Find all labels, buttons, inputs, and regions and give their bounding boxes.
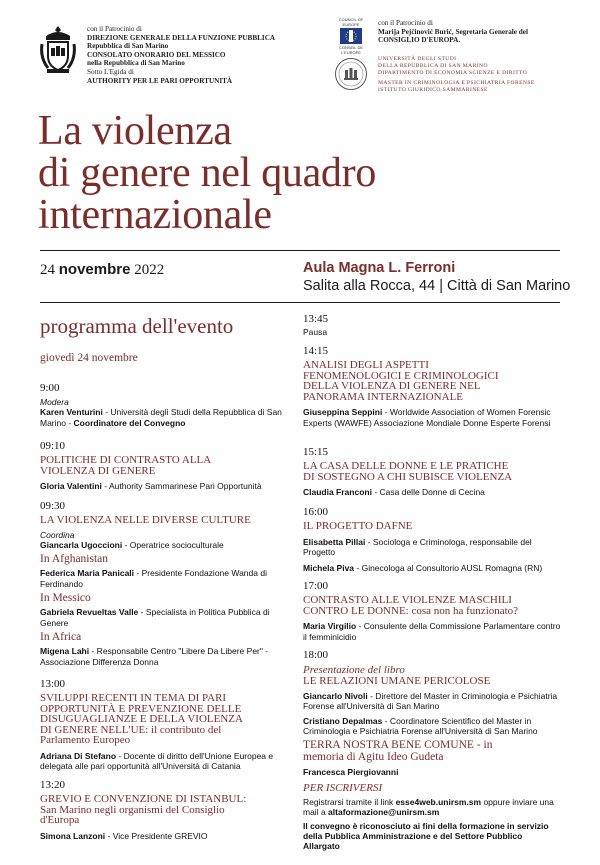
session-title-line [303,606,561,617]
speaker-affiliation: - Responsabile Centro "Libere Da Libere Per" - Associazione Differenza Donna [40,646,269,667]
book-title [303,739,561,763]
session-time: 9:00 [40,382,60,394]
session-time: 09:10 [40,440,66,452]
session-title-line: San Marino negli organismi del Consiglio [40,803,225,816]
coe-top-label: COUNCIL OF EUROPE [338,17,364,27]
session-title-line: POLITICHE DI CONTRASTO ALLA [40,454,212,466]
session-title-line: CONTRASTO ALLE VIOLENZE MASCHILI [303,594,512,606]
session-title-line: DISUGUAGLIANZE E DELLA VIOLENZA [40,713,243,725]
patron-name: CONSOLATO ONORARIO DEL MESSICO [87,50,226,59]
speaker-affiliation: - Specialista in Politica Pubblica di Genere [40,607,270,628]
speaker-affiliation: - Università degli Studi della Repubblica di San Marino - [40,407,282,428]
venue-name: Aula Magna L. Ferroni [303,260,456,276]
patron-subtitle: Repubblica di San Marino [87,42,169,51]
patronage-label: con il Patrocinio di [378,19,433,27]
session-1800 [303,649,561,777]
book-title: LE RELAZIONI UMANE PERICOLOSE [303,675,491,687]
session-title: LA VIOLENZA NELLE DIVERSE CULTURE [40,514,251,526]
patron-name: CONSIGLIO D'EUROPA. [378,36,461,45]
aegis-label: Sotto L'Egida di [87,67,134,76]
session-title [303,595,561,616]
speaker-affiliation: - Worldwide Association of Women Forensic Experts (WAWFE) Associazione Mondiale Donne Esperte Forensi [303,407,551,428]
speaker-affiliation: - Authority Sammarinese Pari Opportunità [101,481,262,491]
speaker [303,563,561,574]
speaker-affiliation: - Vice Presidente GREVIO [105,830,208,841]
divider [40,250,560,251]
signup-section [303,782,561,851]
session-time: 13:20 [40,779,66,791]
speaker-name: Claudia Franconi [303,487,372,497]
session-1515 [303,446,561,498]
subsection-title: In Afghanistan [40,553,109,565]
divider [40,302,560,303]
speaker [303,407,561,428]
session-title-line: LA CASA DELLE DONNE E LE PRATICHE [303,460,509,472]
speaker-name: Gloria Valentini [40,481,102,491]
session-title-part: CONTRO LE DONNE: [303,604,409,617]
speaker-role: Coordinatore del Convegno [73,417,186,428]
session-1415 [303,345,561,428]
book-title-part: TERRA NOSTRA BENE COMUNE [303,738,474,751]
speaker [303,487,561,498]
session-title-line: PANORAMA INTERNAZIONALE [303,390,464,403]
speaker [40,407,295,428]
session-title [303,461,561,482]
speaker-affiliation: - Direttore del Master in Criminologia e Psichiatria Forense all'Università di San Marino [303,690,558,711]
session-title [40,794,295,826]
subsection-title: In Africa [40,631,82,643]
session-1300 [40,678,295,772]
council-of-europe-logo [332,17,370,55]
speaker-affiliation: - Ginecologa al Consultorio AUSL Romagna (RN) [354,562,543,573]
uni-name: UNIVERSITÀ DEGLI STUDI [378,56,457,62]
signup-link[interactable]: esse4web.unirsm.sm [395,797,482,807]
speaker [40,540,295,551]
title-line: internazionale [38,192,272,238]
speaker [40,568,295,589]
session-title-line: ANALISI DEGLI ASPETTI [303,359,429,371]
session-title-line: GREVIO E CONVENZIONE DI ISTANBUL: [40,793,247,805]
session-title [40,455,295,476]
speaker-name: Federica Maria Panicali [40,568,135,578]
speaker-affiliation: - Consulente della Commissione Parlamentare contro il femminicidio [303,621,561,642]
signup-email-link[interactable]: altaformazione@unirsm.sm [328,807,440,817]
title-line: La violenza [38,108,232,154]
session-time: 17:00 [303,580,329,592]
session-time: 09:30 [40,500,66,512]
speaker [303,691,561,712]
session-0900 [40,382,295,428]
speaker [40,481,295,492]
session-0910 [40,440,295,492]
session-title-part: il contributo del [148,723,222,736]
event-date [40,261,164,279]
speaker-affiliation: - Presidente Fondazione Wanda di Ferdinando [40,568,267,589]
session-title-part: DI GENERE NELL'UE: [40,723,149,736]
book-presentation-label: Presentazione del libro [303,664,405,676]
session-title-line: FENOMENOLOGICI E CRIMINOLOGICI [303,369,499,382]
training-note: Il convegno è riconosciuto ai fini della formazione in servizio della Pubblica Amministrazione e del Settore Pubblico Allargato [303,821,549,851]
speaker [40,607,295,628]
patron-name: Marija Pejčinović Burić, Segretaria Generale del [378,27,528,36]
speaker [303,537,561,558]
speaker-name: Cristiano Depalmas [303,715,383,726]
title-line: di genere nel quadro [38,150,377,196]
speaker [40,751,295,772]
speaker [303,716,561,737]
speaker-affiliation: - Casa delle Donne di Cecina [371,487,485,497]
subsection-title: In Messico [40,592,91,604]
session-time: 18:00 [303,649,329,661]
date-day: 24 [40,262,55,278]
speaker-affiliation: - Coordinatore Scientifico del Master in Criminologia e Psichiatria Forense all'Università di San Marino [303,715,538,736]
signup-text [303,797,561,817]
book-title-part: - in [473,738,493,751]
university-text [378,56,588,94]
session-title [40,693,295,746]
patron-name: AUTHORITY PER LE PARI OPPORTUNITÀ [87,76,233,85]
book-title-line [303,739,561,751]
header-left-patronage [87,25,307,85]
session-0930 [40,500,295,667]
venue-address: Salita alla Rocca, 44 | Città di San Marino [303,278,571,294]
session-1700 [303,580,561,642]
session-time: 13:00 [40,678,66,690]
signup-text-part: Registrarsi tramite il link [303,797,396,807]
speaker-name: Adriana Di Stefano [40,750,117,761]
speaker-name: Giancarla Ugoccioni [40,539,123,550]
speaker [40,646,295,667]
san-marino-crest-logo [38,24,78,76]
session-title-line: OPPORTUNITÀ E PREVENZIONE DELLE [40,702,242,715]
session-time: 14:15 [303,345,329,357]
signup-text-part: oppure inviare una mail a [303,797,554,817]
session-title-part: cosa non ha funzionato? [408,604,519,617]
session-title-line: Parlamento Europeo [40,734,131,746]
speaker-name: Giuseppina Seppini [303,407,383,417]
page-title [38,110,578,236]
date-month: novembre [58,261,131,278]
patron-name: DIREZIONE GENERALE DELLA FUNZIONE PUBBLICA [87,33,276,42]
uni-master: MASTER IN CRIMINOLOGIA E PSICHIATRIA FORENSE [378,79,535,86]
university-logo [334,57,368,91]
speaker-name: Karen Venturini [40,407,103,417]
session-time: 15:15 [303,446,329,458]
book-title-line: memoria di Agitu Ideo Gudeta [303,750,444,763]
program-day: giovedì 24 novembre [40,352,138,364]
session-title-line: SVILUPPI RECENTI IN TEMA DI PARI [40,692,227,704]
speaker-affiliation: - Sociologa e Criminologa, responsabile del Progetto [303,536,532,557]
session-time: 16:00 [303,506,329,518]
speaker-name: Gabriela Revueltas Valle [40,607,139,617]
header-right-patronage [378,19,578,45]
session-title [303,360,561,402]
speaker-affiliation: - Docente di diritto dell'Unione Europea e delegata alle pari opportunità all'Università di Catania [40,750,274,771]
speaker [40,831,295,842]
speaker-name: Francesca Piergiovanni [303,766,399,777]
speaker-name: Migena Lahi [40,646,90,656]
session-1600 [303,506,561,573]
speaker [303,621,561,642]
session-title-line: DELLA VIOLENZA DI GENERE NEL [303,380,481,392]
session-title-line: d'Europa [40,814,80,826]
coe-bottom-label: CONSEIL DE L'EUROPE [338,45,364,55]
session-title-line: VIOLENZA DI GENERE [40,464,156,477]
signup-heading: PER ISCRIVERSI [303,782,383,794]
speaker-name: Elisabetta Pillai [303,536,366,547]
date-year: 2022 [134,262,165,278]
uni-department: DIPARTIMENTO DI ECONOMIA SCIENZE E DIRITTO [378,70,528,77]
speaker-name: Giancarlo Nivoli [303,690,368,701]
session-title-line: DI SOSTEGNO A CHI SUBISCE VIOLENZA [303,470,513,483]
speaker [303,767,561,778]
uni-institute: ISTITUTO GIURIDICO SAMMARINESE [378,86,488,93]
coe-flag-icon [340,28,362,44]
program-heading: programma dell'evento [40,314,234,338]
speaker-name: Maria Virgilio [303,621,357,631]
session-time: 13:45 [303,313,329,325]
speaker-name: Michela Piva [303,562,355,573]
session-title: IL PROGETTO DAFNE [303,520,413,532]
session-role: Modera [40,397,69,407]
patron-subtitle: nella Repubblica di San Marino [87,59,185,68]
speaker-affiliation: - Operatrice socioculturale [122,539,224,550]
pause-label: Pausa [303,327,328,337]
uni-name: DELLA REPUBBLICA DI SAN MARINO [378,63,488,70]
patronage-label: con il Patrocinio di [87,25,142,33]
session-role: Coordina [40,529,75,540]
session-1320 [40,779,295,841]
speaker-name: Simona Lanzoni [40,830,106,841]
session-1345 [303,313,561,337]
